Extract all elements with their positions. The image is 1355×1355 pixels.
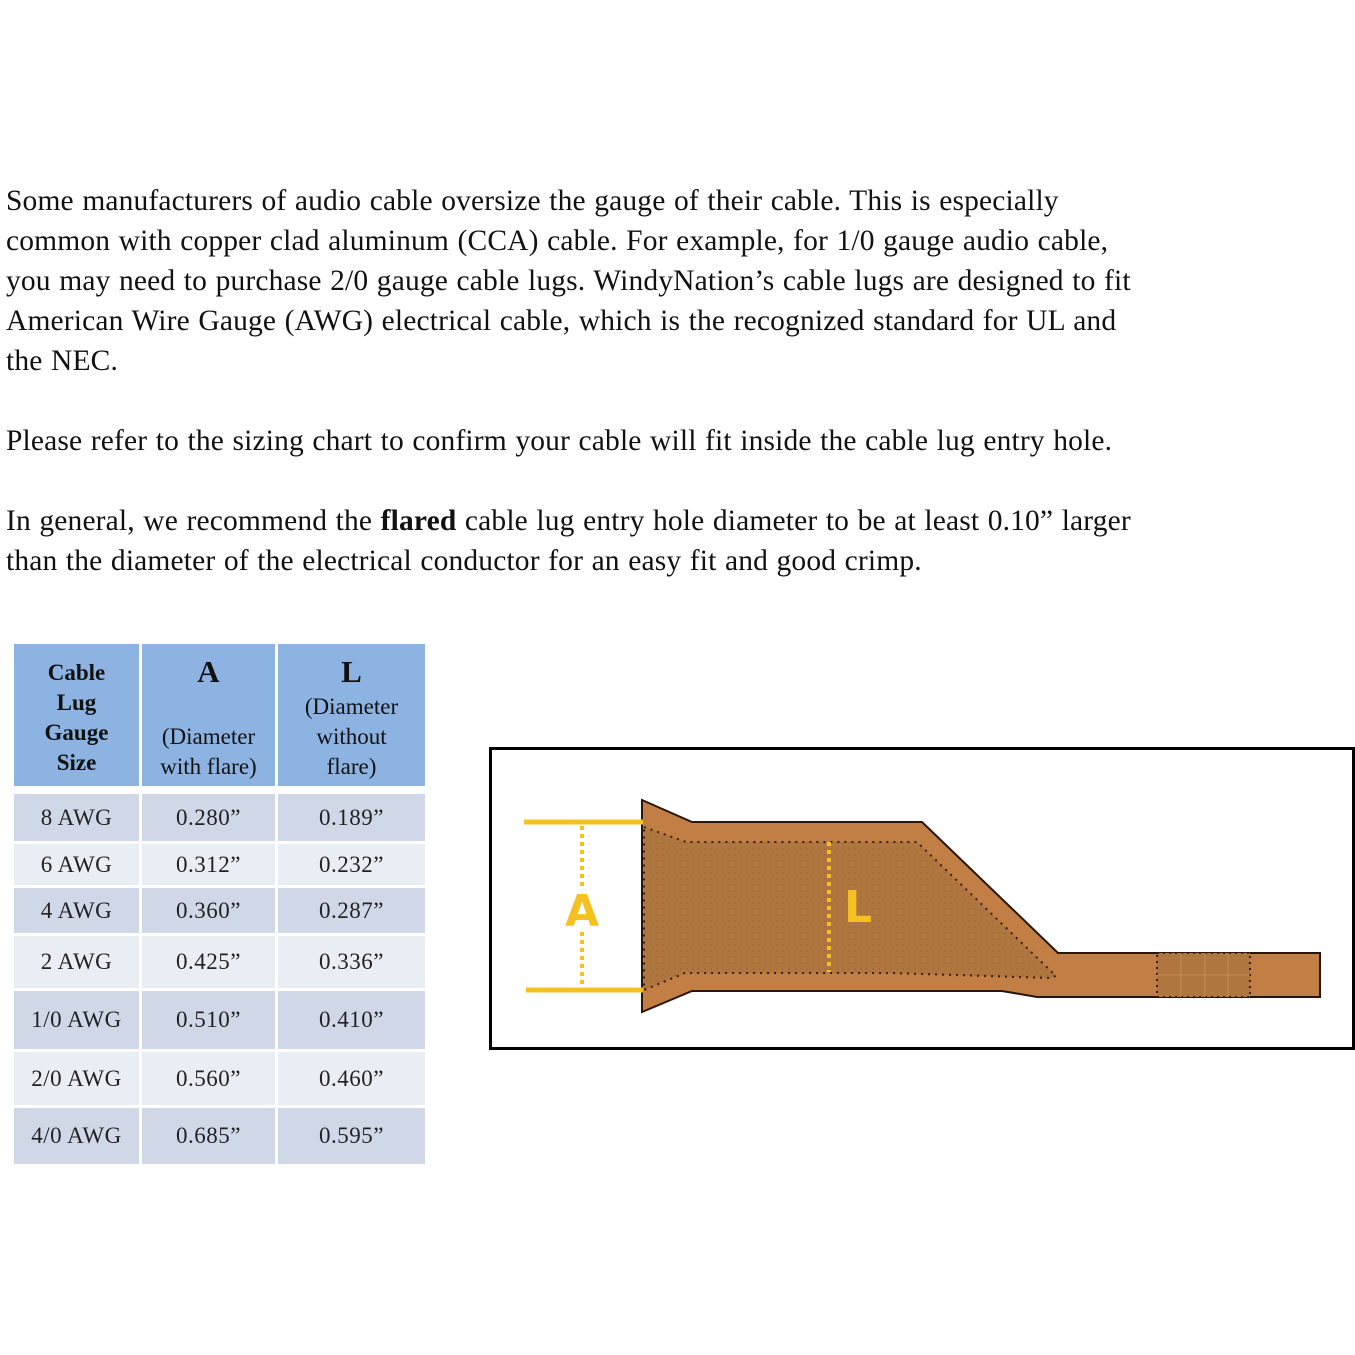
cable-lug-diagram — [489, 747, 1355, 1050]
cell-l: 0.287” — [278, 888, 425, 936]
cell-gauge: 1/0 AWG — [14, 991, 139, 1052]
table-row — [14, 794, 425, 844]
header-letter-a: A — [197, 654, 220, 689]
text-run: In general, we recommend the — [6, 505, 381, 537]
table-row — [14, 936, 425, 991]
intro-line: American Wire Gauge (AWG) electrical cable, which is the recognized standard for UL and — [6, 305, 1117, 337]
intro-paragraph-recommendation — [6, 501, 1306, 581]
intro-paragraph-sizing-chart — [6, 421, 1306, 461]
header-text: Lug — [56, 690, 97, 715]
header-text: with flare) — [160, 754, 257, 779]
header-text: (Diameter — [304, 694, 399, 719]
cell-a: 0.685” — [142, 1108, 275, 1167]
header-letter-l: L — [341, 654, 362, 689]
cell-a: 0.360” — [142, 888, 275, 936]
cell-a: 0.560” — [142, 1052, 275, 1108]
header-text: Cable — [47, 660, 106, 685]
table-row — [14, 1052, 425, 1108]
dimension-a-label: A — [564, 886, 600, 937]
cell-a: 0.312” — [142, 844, 275, 888]
text-run: cable lug entry hole diameter to be at least 0.10” larger — [456, 505, 1131, 537]
cable-lug-illustration — [492, 750, 1352, 1047]
cell-l: 0.189” — [278, 794, 425, 844]
dimension-l-label: L — [843, 882, 873, 933]
flared-emphasis: flared — [380, 505, 457, 537]
cell-l: 0.460” — [278, 1052, 425, 1108]
recommendation-line-2: than the diameter of the electrical conductor for an easy fit and good crimp. — [6, 545, 922, 577]
recommendation-line-1 — [6, 501, 1306, 541]
cell-l: 0.410” — [278, 991, 425, 1052]
cell-gauge: 8 AWG — [14, 794, 139, 844]
cell-a: 0.510” — [142, 991, 275, 1052]
table-row — [14, 1108, 425, 1167]
intro-line: you may need to purchase 2/0 gauge cable lugs. WindyNation’s cable lugs are designed to fit — [6, 265, 1131, 297]
intro-line: the NEC. — [6, 345, 118, 377]
table-row — [14, 888, 425, 936]
cell-gauge: 2 AWG — [14, 936, 139, 991]
cell-a: 0.280” — [142, 794, 275, 844]
sizing-chart-note: Please refer to the sizing chart to confirm your cable will fit inside the cable lug entry hole. — [6, 425, 1113, 457]
cell-gauge: 2/0 AWG — [14, 1052, 139, 1108]
cell-l: 0.595” — [278, 1108, 425, 1167]
cell-gauge: 6 AWG — [14, 844, 139, 888]
table-row — [14, 991, 425, 1052]
header-text: flare) — [326, 754, 377, 779]
table-row — [14, 844, 425, 888]
cell-a: 0.425” — [142, 936, 275, 991]
cell-l: 0.336” — [278, 936, 425, 991]
header-spacer — [14, 786, 425, 794]
header-text: Size — [56, 750, 97, 775]
intro-line: Some manufacturers of audio cable oversize the gauge of their cable. This is especially — [6, 185, 1059, 217]
header-text: Gauge — [44, 720, 109, 745]
header-text: (Diameter — [161, 724, 256, 749]
header-l-diameter-without-flare — [278, 644, 425, 786]
cell-gauge: 4 AWG — [14, 888, 139, 936]
header-a-diameter-with-flare — [142, 644, 275, 786]
lug-sizing-table — [11, 644, 428, 1167]
table-header-row — [14, 644, 425, 786]
cell-gauge: 4/0 AWG — [14, 1108, 139, 1167]
header-text: without — [316, 724, 387, 749]
intro-paragraph-oversize — [6, 181, 1266, 381]
header-gauge-size — [14, 644, 139, 786]
cell-l: 0.232” — [278, 844, 425, 888]
intro-line: common with copper clad aluminum (CCA) cable. For example, for 1/0 gauge audio cable, — [6, 225, 1109, 257]
